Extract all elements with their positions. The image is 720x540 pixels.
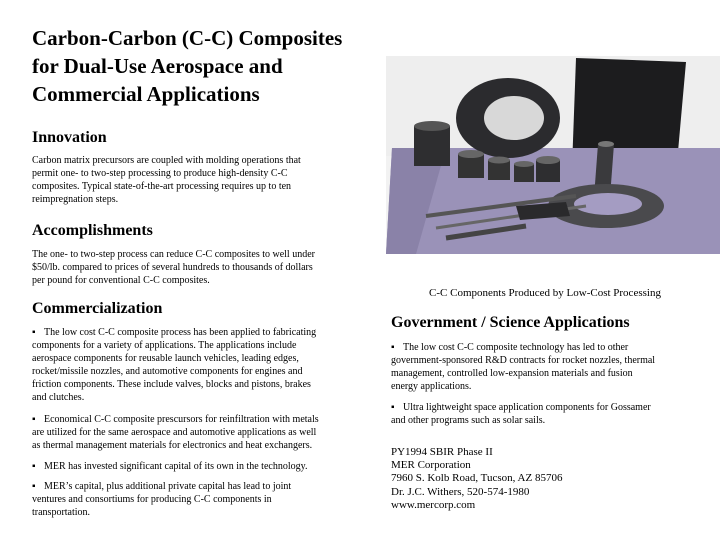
commercialization-b3-line-1: MER has invested significant capital of its own in the technology. [44, 461, 308, 472]
government-b1-line-1: The low cost C-C composite technology has led to other [403, 342, 629, 353]
bullet-icon: ▪ [32, 461, 36, 472]
commercialization-b1-line-4: rocket/missile nozzles, and automotive components for engines and [32, 366, 303, 377]
bullet-icon: ▪ [391, 402, 395, 413]
title-line-1: Carbon-Carbon (C-C) Composites [32, 26, 343, 50]
commercialization-bullet-3 [32, 460, 384, 473]
commercialization-b1-line-2: components for a variety of applications. The applications include [32, 340, 297, 351]
government-b1-line-4: energy applications. [391, 381, 472, 392]
government-b1-line-2: government-sponsored R&D contracts for rocket nozzles, thermal [391, 355, 656, 366]
title-line-2: for Dual-Use Aerospace and [32, 54, 283, 78]
bullet-icon: ▪ [32, 481, 36, 492]
website-link[interactable]: www.mercorp.com [391, 498, 476, 511]
commercialization-section [32, 299, 382, 319]
innovation-section [32, 128, 382, 206]
commercialization-b4-line-3: transportation. [32, 507, 91, 518]
commercialization-heading: Commercialization [32, 300, 163, 317]
commercialization-b4-line-2: ventures and consortiums for producing C-C components in [32, 494, 272, 505]
government-heading: Government / Science Applications [391, 314, 630, 331]
accomplishments-text [32, 248, 382, 287]
commercialization-b4-line-1: MER’s capital, plus additional private capital has lead to joint [44, 481, 292, 492]
company-name: MER Corporation [391, 459, 471, 472]
company-address: 7960 S. Kolb Road, Tucson, AZ 85706 [391, 472, 563, 485]
commercialization-b1-line-6: and clutches. [32, 392, 85, 403]
bullet-icon: ▪ [391, 342, 395, 353]
commercialization-b1-line-3: aerospace components for reusable launch vehicles, leading edges, [32, 353, 299, 364]
accomplishments-line-2: $50/lb. compared to prices of several hundreds to thousands of dollars [32, 262, 313, 273]
commercialization-b2-line-1: Economical C-C composite prescursors for reinfiltration with metals [44, 414, 319, 425]
bullet-icon: ▪ [32, 327, 36, 338]
innovation-text [32, 154, 382, 206]
government-section [391, 313, 711, 333]
photo-caption: C-C Components Produced by Low-Cost Processing [429, 287, 661, 299]
innovation-line-1: Carbon matrix precursors are coupled with molding operations that [32, 155, 301, 166]
program-name: PY1994 SBIR Phase II [391, 446, 493, 458]
innovation-line-3: composites. Typical state-of-the-art processing requires up to ten [32, 181, 292, 192]
commercialization-b2-line-2: are utilized for the same aerospace and automotive applications as well [32, 427, 317, 438]
innovation-line-2: permit one- to two-step processing to produce high-density C-C [32, 168, 288, 179]
commercialization-b1-line-1: The low cost C-C composite process has been applied to fabricating [44, 327, 317, 338]
innovation-line-4: reimpregnation steps. [32, 194, 119, 205]
accomplishments-line-1: The one- to two-step process can reduce C-C composites to well under [32, 249, 315, 260]
page-title [32, 24, 402, 108]
commercialization-bullet-4 [32, 480, 384, 519]
accomplishments-section [32, 221, 382, 287]
commercialization-b2-line-3: as thermal management materials for electronics and heat exchangers. [32, 440, 313, 451]
cc-components-illustration [386, 56, 720, 254]
commercialization-b1-line-5: friction components. These include valves, blocks and pistons, brakes [32, 379, 311, 390]
government-bullet-1 [391, 341, 713, 393]
government-b1-line-3: management, controlled low-expansion materials and fusion [391, 368, 633, 379]
contact-person: Dr. J.C. Withers, 520-574-1980 [391, 485, 530, 498]
bullet-icon: ▪ [32, 414, 36, 425]
accomplishments-heading: Accomplishments [32, 222, 153, 239]
commercialization-bullet-1 [32, 326, 384, 404]
contact-info [391, 446, 711, 512]
government-b2-line-1: Ultra lightweight space application components for Gossamer [403, 402, 651, 413]
commercialization-bullet-2 [32, 413, 384, 452]
innovation-heading: Innovation [32, 129, 107, 146]
government-bullet-2 [391, 401, 713, 427]
components-photo [386, 56, 720, 254]
government-b2-line-2: and other programs such as solar sails. [391, 415, 546, 426]
title-line-3: Commercial Applications [32, 82, 260, 106]
accomplishments-line-3: per pound for conventional C-C composites. [32, 275, 210, 286]
